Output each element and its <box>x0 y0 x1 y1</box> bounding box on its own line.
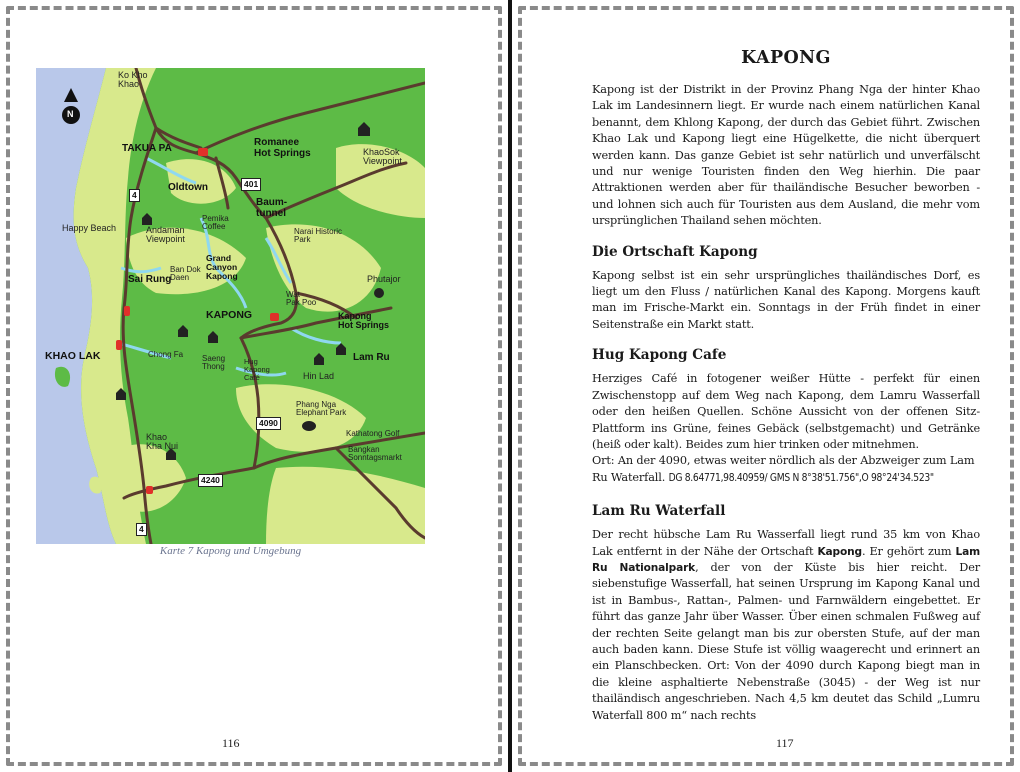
map-graphic <box>36 68 425 544</box>
road-shield-4090: 4090 <box>256 417 281 430</box>
cafe-location-text: Ort: An der 4090, etwas weiter nördlich als der Abzweiger zum Lam Ru Waterfall. <box>592 454 975 484</box>
page-number-right: 117 <box>776 736 794 750</box>
label-baumtunnel: Baum- tunnel <box>256 197 288 219</box>
road-shield-4240: 4240 <box>198 474 223 487</box>
paragraph-ortschaft: Kapong selbst ist ein sehr ursprüngliches thailändisches Dorf, es liegt um den Fluss / natürlichen Kanal des Kapong. Morgens kauft man im Frische-Markt ein. Sonntags in der Früh findet in einer Seitenstraße ein Markt statt. <box>592 268 980 331</box>
label-chong-fa: Chong Fa <box>148 350 184 359</box>
waterfall-text-b: . Er gehört zum <box>861 544 956 558</box>
label-elephant-park: Phang Nga Elephant Park <box>296 400 347 418</box>
label-happy-beach: Happy Beach <box>62 223 117 233</box>
label-grand-canyon-kapong: Grand Canyon Kapong <box>206 253 238 281</box>
label-romanee-hot-springs: Romanee Hot Springs <box>254 137 311 159</box>
kapong-map <box>36 68 425 544</box>
waterfall-bold-kapong: Kapong <box>817 545 862 558</box>
waterfall-text-c: , der von der Küste bis hier reicht. Der siebenstufige Wasserfall, hat seinen Ursprung im Kapong Kanal und ist in Bambus-, Rattan-, Palmen- und Farnwäldern eingebettet. Er führt das ganze Jahr über Wasser. Über einen schmalen Fußweg auf der rechten Seite gelangt man bis zur obersten Stufe, auf der man auch baden kann. Diese Stufe ist völlig waagerecht und erinnert an ein Planschbecken. Ort: Von der 4090 durch Kapong biegt man in die kleine asphaltierte Nebenstraße (3045) - der Weg ist nur thailändisch angeschrieben. Nach 4,5 km deutet das Schild „Lumru Waterfall 800 m“ nach rechts <box>592 560 981 722</box>
intro-paragraph: Kapong ist der Distrikt in der Provinz Phang Nga der hinter Khao Lak im Landesinnern liegt. Er wurde nach einem natürlichen Kanal benannt, dem Khlong Kapong, der durch das Gebiet führt. Zwischen Khao Lak und Kapong liegt eine Hügelkette, die nicht überquert werden kann. Das ganze Gebiet ist sehr natürlich und unverfälscht und nur wenige Touristen finden den Weg hierhin. Die paar Attraktionen werden aber für thailändische Besucher beworben - und lohnen sich auch für Touristen aus dem Ausland, die mehr vom ursprünglichen Thailand sehen möchten. <box>592 83 980 228</box>
heading-hug-kapong-cafe: Hug Kapong Cafe <box>592 347 727 364</box>
label-pemika-coffee: Pemika Coffee <box>202 214 229 232</box>
heading-lam-ru-waterfall: Lam Ru Waterfall <box>592 503 726 520</box>
label-phutajor: Phutajor <box>367 274 401 284</box>
label-khao-kha-nui: Khao Kha Nui <box>146 432 179 452</box>
cafe-coordinates: DG 8.64771,98.40959/ GMS N 8°38'51.756",O 98°24'34.523" <box>668 472 934 484</box>
paragraph-cafe: Herziges Café in fotogener weißer Hütte - perfekt für einen Zwischenstopp auf dem Weg nach Kapong, dem Lamru Wasserfall oder den heißen Quellen. Schöne Aussicht von der offenen Sitz-Plattform ins Grüne, feines Gebäck (selbstgemacht) und Getränke (heiß oder kalt). Beides zum hier trinken oder mitnehmen. <box>592 372 980 451</box>
left-page <box>0 0 508 772</box>
label-kapong-hot-springs: Kapong Hot Springs <box>338 311 389 331</box>
label-saeng-thong: Saeng Thong <box>202 354 226 372</box>
label-ko-kho-khao: Ko Kho Khao <box>118 70 148 90</box>
paragraph-cafe-location <box>592 453 980 487</box>
right-page <box>512 0 1020 772</box>
page-title: KAPONG <box>741 48 831 68</box>
label-kapong: KAPONG <box>206 309 253 321</box>
label-wat-pak-poo: Wat Pak Poo <box>286 290 317 308</box>
label-hin-lad: Hin Lad <box>303 371 335 381</box>
label-kathatong-golf: Kathatong Golf <box>346 429 400 438</box>
label-ban-dok-daen: Ban Dok Daen <box>170 265 201 283</box>
north-label: N <box>67 109 74 119</box>
road-shield-401: 401 <box>241 178 261 191</box>
page-number-left: 116 <box>222 736 240 750</box>
label-oldtown: Oldtown <box>168 182 208 193</box>
map-caption: Karte 7 Kapong und Umgebung <box>159 545 302 557</box>
label-lam-ru: Lam Ru <box>353 352 390 363</box>
waterfall-text-a: Der recht hübsche Lam Ru Wasserfall liegt rund 35 km von Khao Lak entfernt in der Nähe der Ortschaft <box>592 528 980 558</box>
label-hug-kapong-cafe: Hug Kapong Café <box>244 357 270 382</box>
light-patch <box>266 467 425 544</box>
article <box>592 48 980 724</box>
label-bangkan-market: Bangkan Sonntagsmarkt <box>348 445 402 463</box>
road-shield-4-south: 4 <box>136 523 147 536</box>
label-khaosok-viewpoint: KhaoSok Viewpoint <box>363 147 402 167</box>
label-khao-lak: KHAO LAK <box>45 350 101 362</box>
label-takua-pa: TAKUA PA <box>122 143 172 154</box>
waterfall-bold-nationalpark: Lam Ru Nationalpark <box>592 545 981 574</box>
label-andaman-viewpoint: Andaman Viewpoint <box>146 225 185 245</box>
label-sai-rung: Sai Rung <box>128 274 172 285</box>
label-narai-historic-park: Narai Historic Park <box>294 227 343 245</box>
heading-die-ortschaft-kapong: Die Ortschaft Kapong <box>592 243 758 260</box>
light-patch <box>121 444 186 512</box>
paragraph-waterfall <box>592 527 980 724</box>
road-shield-4-north: 4 <box>129 189 140 202</box>
